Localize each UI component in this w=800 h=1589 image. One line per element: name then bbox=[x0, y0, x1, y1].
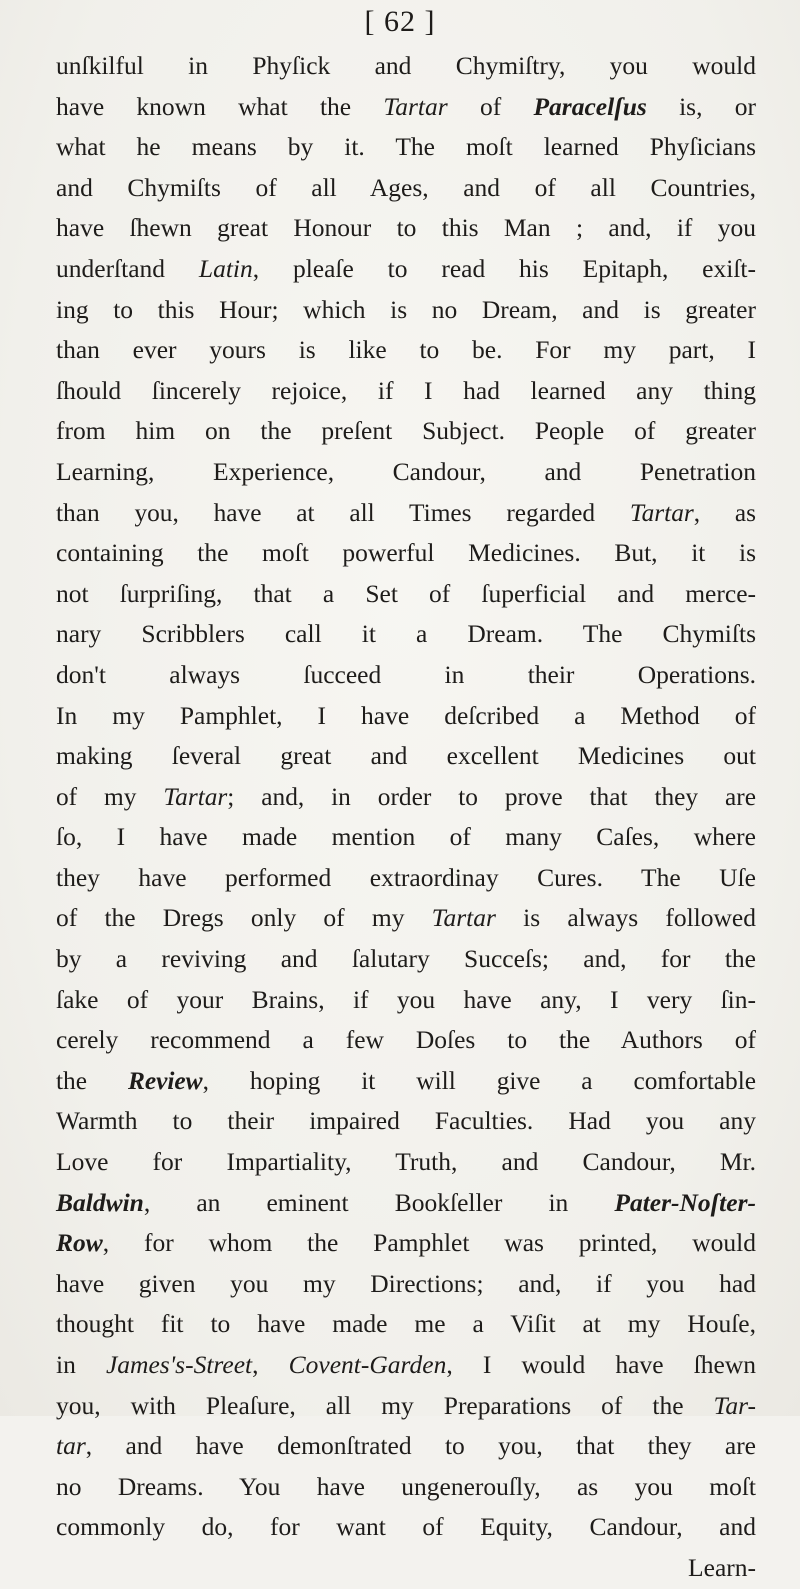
text-segment: is always followed bbox=[495, 903, 756, 933]
text-segment: than you, have at all Times regarded bbox=[56, 498, 630, 527]
text-segment: cerely recommend a few Doſes to the Authors of bbox=[56, 1025, 756, 1055]
text-line bbox=[56, 533, 756, 574]
text-line bbox=[56, 574, 756, 615]
text-segment: don't always ſucceed in their Operations. bbox=[56, 659, 756, 689]
text-segment: than ever yours is like to be. For my part, I bbox=[56, 335, 756, 365]
text-segment: Row bbox=[56, 1228, 103, 1258]
text-segment: tar bbox=[56, 1431, 86, 1461]
text-line bbox=[56, 1507, 756, 1548]
text-segment: no Dreams. You have ungenerouſly, as you moſt bbox=[56, 1471, 756, 1501]
text-line bbox=[56, 1223, 756, 1264]
text-segment: have ſhewn great Honour to this Man ; and, if you bbox=[56, 213, 756, 243]
text-segment: , as bbox=[693, 498, 757, 527]
text-segment: in bbox=[56, 1350, 106, 1379]
text-line bbox=[56, 1304, 756, 1345]
text-segment: , pleaſe to read his Epitaph, exiſt- bbox=[252, 253, 756, 283]
text-segment: Paracelſus bbox=[533, 91, 647, 121]
text-segment: underſtand bbox=[56, 253, 199, 283]
text-line bbox=[56, 290, 756, 331]
text-segment: Learning, Experience, Candour, and Penetration bbox=[56, 456, 756, 486]
text-segment: Latin bbox=[198, 253, 253, 283]
text-line bbox=[56, 614, 756, 655]
text-line bbox=[56, 1183, 756, 1224]
text-segment: unſkilful in Phyſick and Chymiſtry, you would bbox=[56, 51, 756, 80]
text-segment: containing the moſt powerful Medicines. But, it is bbox=[56, 538, 756, 568]
text-line bbox=[56, 777, 756, 818]
text-line bbox=[56, 817, 756, 858]
text-segment: commonly do, for want of Equity, Candour, and bbox=[56, 1512, 756, 1542]
text-segment: they have performed extraordinay Cures. The Uſe bbox=[56, 862, 756, 892]
text-segment: is, or bbox=[646, 91, 756, 121]
text-segment: Tartar bbox=[163, 782, 228, 811]
text-segment: Review bbox=[127, 1066, 203, 1095]
text-segment: ing to this Hour; which is no Dream, and is greater bbox=[56, 294, 756, 324]
text-segment: Tartar bbox=[431, 903, 496, 933]
text-segment: Baldwin bbox=[56, 1187, 144, 1217]
text-segment: ſake of your Brains, if you have any, I very ſin- bbox=[56, 984, 756, 1014]
text-line bbox=[56, 87, 756, 128]
text-segment: from him on the preſent Subject. People of greater bbox=[56, 416, 756, 446]
text-segment: of the Dregs only of my bbox=[56, 903, 432, 933]
text-segment: have given you my Directions; and, if you had bbox=[56, 1268, 756, 1298]
text-segment: of bbox=[447, 91, 534, 121]
text-segment: , for whom the Pamphlet was printed, would bbox=[102, 1228, 756, 1258]
text-segment: , I would have ſhewn bbox=[446, 1350, 756, 1379]
text-segment: Tartar bbox=[383, 91, 448, 121]
text-line bbox=[56, 1101, 756, 1142]
text-line bbox=[56, 411, 756, 452]
text-segment: , hoping it will give a comfortable bbox=[202, 1066, 757, 1095]
text-line bbox=[56, 330, 756, 371]
text-line bbox=[56, 1142, 756, 1183]
text-segment: and Chymiſts of all Ages, and of all Countries, bbox=[56, 172, 756, 202]
text-segment: not ſurpriſing, that a Set of ſuperficial and merce- bbox=[56, 578, 756, 608]
text-line bbox=[56, 898, 756, 939]
text-segment: ſo, I have made mention of many Caſes, where bbox=[56, 822, 756, 852]
text-line bbox=[56, 208, 756, 249]
text-segment: ; and, in order to prove that they are bbox=[227, 782, 756, 811]
text-segment: Covent-Garden bbox=[288, 1350, 447, 1379]
text-segment: James's-Street bbox=[105, 1350, 253, 1379]
text-line bbox=[56, 127, 756, 168]
text-segment: thought fit to have made me a Viſit at my Houſe, bbox=[56, 1309, 756, 1339]
text-line bbox=[56, 46, 756, 87]
text-segment: of my bbox=[56, 782, 164, 811]
text-segment: , an eminent Bookſeller in bbox=[143, 1187, 615, 1217]
body-text bbox=[56, 46, 756, 1589]
text-segment: Tartar bbox=[629, 498, 694, 527]
text-segment: you, with Pleaſure, all my Preparations of the bbox=[56, 1390, 714, 1420]
text-line bbox=[56, 371, 756, 412]
text-segment: Tar- bbox=[713, 1390, 756, 1420]
text-segment: , and have demonſtrated to you, that they are bbox=[85, 1431, 756, 1461]
text-line bbox=[56, 696, 756, 737]
text-segment: Love for Impartiality, Truth, and Candour, Mr. bbox=[56, 1147, 756, 1177]
text-line bbox=[56, 1264, 756, 1305]
text-line bbox=[56, 1426, 756, 1467]
text-line bbox=[56, 249, 756, 290]
text-segment: the bbox=[56, 1066, 128, 1095]
page-number: [ 62 ] bbox=[364, 5, 436, 38]
text-segment: have known what the bbox=[56, 91, 384, 121]
text-line bbox=[56, 736, 756, 777]
text-segment: , bbox=[252, 1350, 289, 1379]
text-segment: Warmth to their impaired Faculties. Had you any bbox=[56, 1106, 756, 1136]
text-segment: what he means by it. The moſt learned Phyſicians bbox=[56, 132, 756, 162]
text-segment: by a reviving and ſalutary Succeſs; and, for the bbox=[56, 944, 756, 974]
text-segment: ſhould ſincerely rejoice, if I had learned any thing bbox=[56, 375, 756, 405]
text-segment: In my Pamphlet, I have deſcribed a Method of bbox=[56, 700, 756, 730]
text-line bbox=[56, 1548, 756, 1589]
text-line bbox=[56, 1386, 756, 1427]
text-segment: making ſeveral great and excellent Medicines out bbox=[56, 741, 756, 771]
text-line bbox=[56, 1345, 756, 1386]
text-line bbox=[56, 1467, 756, 1508]
text-line bbox=[56, 168, 756, 209]
text-line bbox=[56, 858, 756, 899]
text-line bbox=[56, 1020, 756, 1061]
text-segment: Learn- bbox=[688, 1552, 756, 1582]
text-line bbox=[56, 939, 756, 980]
text-line bbox=[56, 493, 756, 534]
text-line bbox=[56, 655, 756, 696]
text-line bbox=[56, 452, 756, 493]
text-segment: nary Scribblers call it a Dream. The Chymiſts bbox=[56, 619, 756, 649]
text-line bbox=[56, 980, 756, 1021]
text-segment: Pater-Noſter- bbox=[614, 1187, 756, 1217]
text-line bbox=[56, 1061, 756, 1102]
